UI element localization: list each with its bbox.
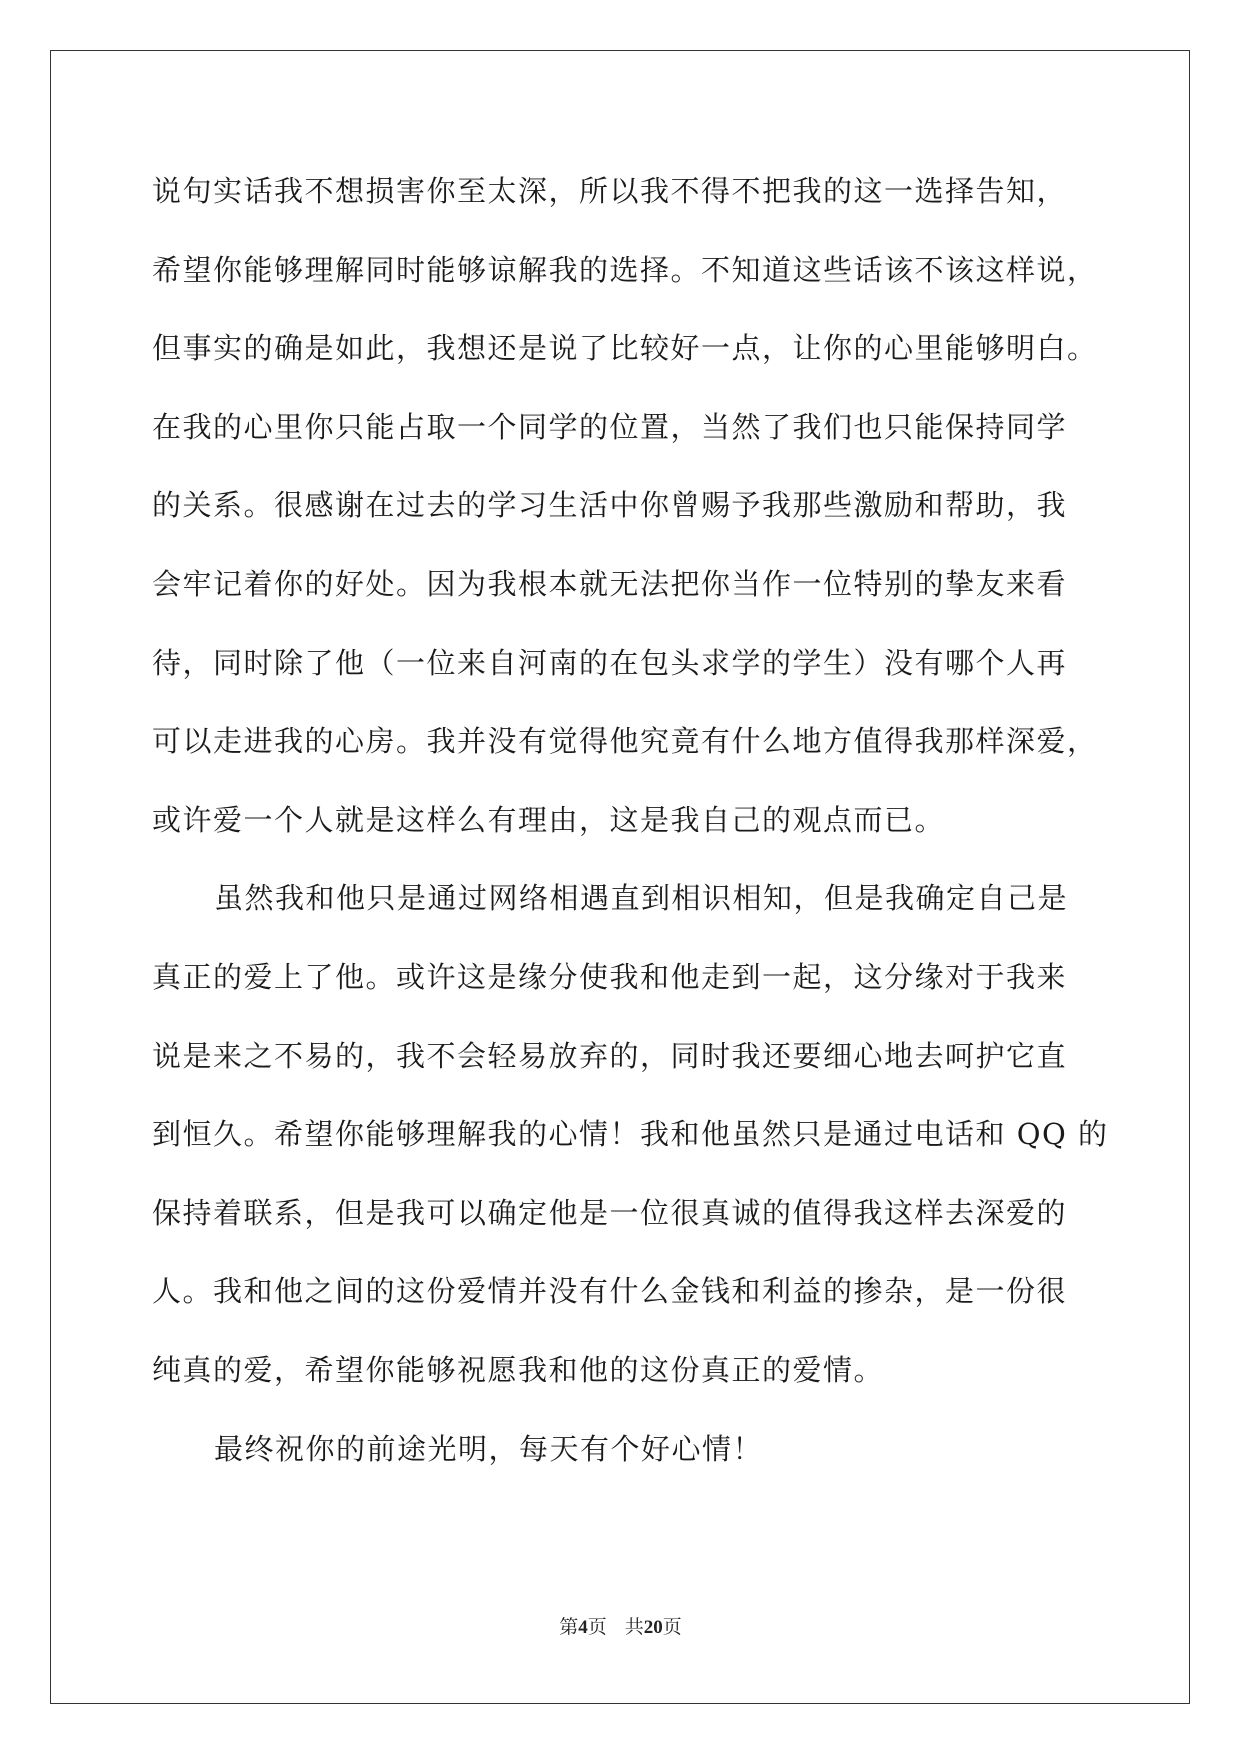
paragraph-start-line: 虽然我和他只是通过网络相遇直到相识相知，但是我确定自己是 — [214, 881, 1069, 916]
text-line: 会牢记着你的好处。因为我根本就无法把你当作一位特别的挚友来看 — [152, 566, 1068, 601]
total-label-prefix: 共 — [624, 1617, 644, 1638]
letter-body — [152, 165, 1112, 1501]
text-line: 或许爱一个人就是这样么有理由，这是我自己的观点而已。 — [152, 802, 946, 837]
text-line: 说是来之不易的，我不会轻易放弃的，同时我还要细心地去呵护它直 — [152, 1038, 1068, 1073]
page-label-prefix: 第 — [559, 1617, 579, 1638]
text-line: 说句实话我不想损害你至太深，所以我不得不把我的这一选择告知， — [152, 174, 1068, 208]
closing-line: 最终祝你的前途光明，每天有个好心情！ — [214, 1431, 764, 1466]
total-label-suffix: 页 — [662, 1617, 682, 1638]
text-line: 可以走进我的心房。我并没有觉得他究竟有什么地方值得我那样深爱， — [152, 724, 1098, 759]
page-number: 4 — [578, 1617, 588, 1638]
text-line: 到恒久。希望你能够理解我的心情！我和他虽然只是通过电话和 QQ 的 — [152, 1117, 1109, 1152]
page-footer — [0, 1612, 1241, 1639]
page-label-suffix: 页 — [587, 1617, 607, 1638]
text-line: 真正的爱上了他。或许这是缘分使我和他走到一起，这分缘对于我来 — [152, 959, 1068, 994]
text-line: 的关系。很感谢在过去的学习生活中你曾赐予我那些激励和帮助，我 — [152, 488, 1068, 523]
text-line: 纯真的爱，希望你能够祝愿我和他的这份真正的爱情。 — [152, 1352, 885, 1387]
text-line: 人。我和他之间的这份爱情并没有什么金钱和利益的掺杂，是一份很 — [152, 1274, 1068, 1309]
text-line: 保持着联系，但是我可以确定他是一位很真诚的值得我这样去深爱的 — [152, 1195, 1068, 1230]
text-line: 但事实的确是如此，我想还是说了比较好一点，让你的心里能够明白。 — [152, 331, 1098, 366]
text-line: 在我的心里你只能占取一个同学的位置，当然了我们也只能保持同学 — [152, 409, 1068, 444]
total-pages: 20 — [643, 1617, 663, 1638]
text-line: 希望你能够理解同时能够谅解我的选择。不知道这些话该不该这样说， — [152, 252, 1098, 287]
text-line: 待，同时除了他（一位来自河南的在包头求学的学生）没有哪个人再 — [152, 645, 1068, 680]
